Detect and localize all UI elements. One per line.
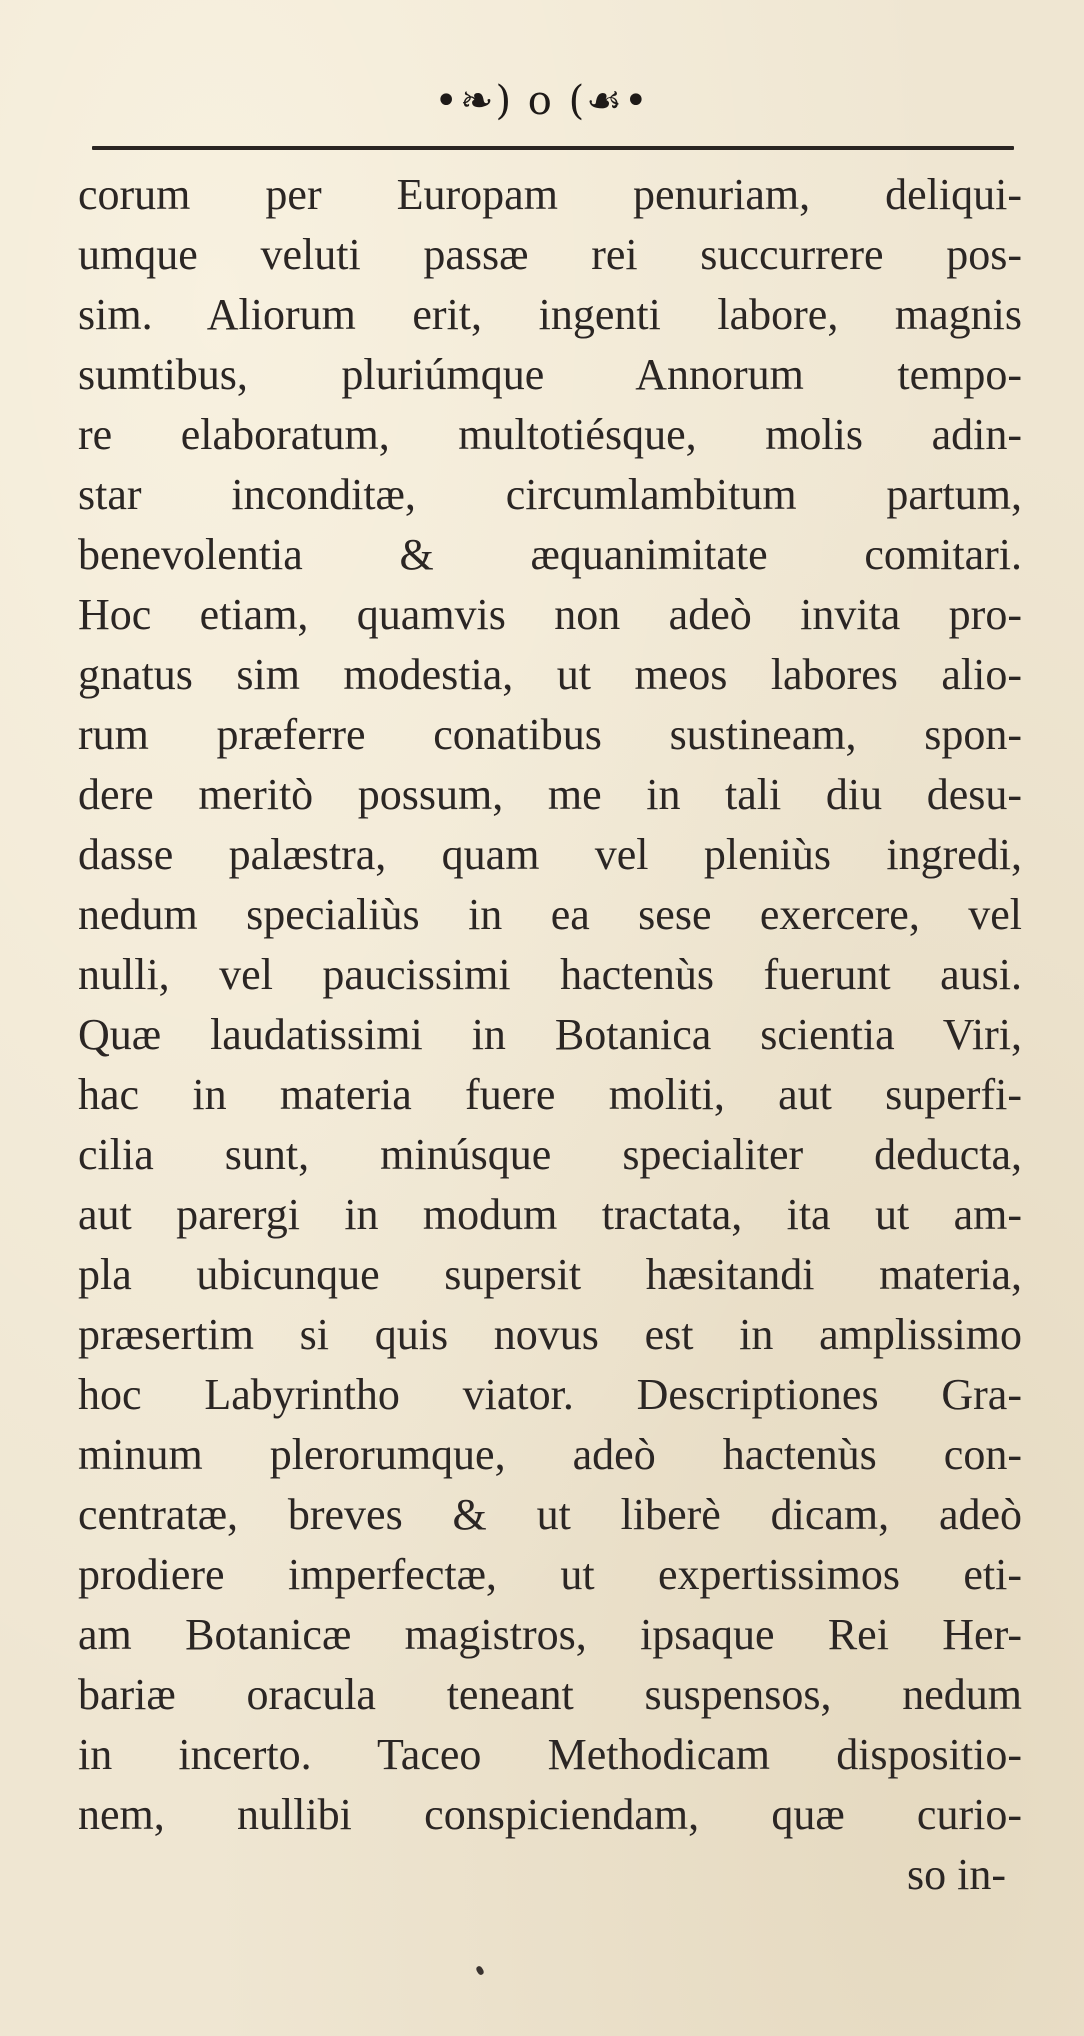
text-line: centratæ, breves & ut liberè dicam, adeò [78,1490,1022,1539]
ink-speck [475,1965,485,1976]
text-line: dere meritò possum, me in tali diu desu- [78,770,1022,819]
text-line: in incerto. Taceo Methodicam dispositio- [78,1730,1022,1779]
text-line: star inconditæ, circumlambitum partum, [78,470,1022,519]
text-line: nulli, vel paucissimi hactenùs fuerunt ausi. [78,950,1022,999]
text-line: Hoc etiam, quamvis non adeò invita pro- [78,590,1022,639]
text-line: am Botanicæ magistros, ipsaque Rei Her- [78,1610,1022,1659]
header-rule [92,146,1014,150]
text-line: aut parergi in modum tractata, ita ut am- [78,1190,1022,1239]
text-line: Quæ laudatissimi in Botanica scientia Viri, [78,1010,1022,1059]
text-line: re elaboratum, multotiésque, molis adin- [78,410,1022,459]
text-line: gnatus sim modestia, ut meos labores alio- [78,650,1022,699]
text-line: benevolentia & æquanimitate comitari. [78,530,1022,579]
text-line: bariæ oracula teneant suspensos, nedum [78,1670,1022,1719]
catchword: so in- [907,1850,1006,1899]
text-line: prodiere imperfectæ, ut expertissimos eti- [78,1550,1022,1599]
text-line: umque veluti passæ rei succurrere pos- [78,230,1022,279]
text-line: nem, nullibi conspiciendam, quæ curio- [78,1790,1022,1839]
text-line: sumtibus, pluriúmque Annorum tempo- [78,350,1022,399]
body-text [78,165,1022,1905]
text-line: hoc Labyrintho viator. Descriptiones Gra- [78,1370,1022,1419]
running-head-ornament: •❧) o (☙• [434,78,650,124]
text-line: corum per Europam penuriam, deliqui- [78,170,1022,219]
text-line: cilia sunt, minúsque specialiter deducta, [78,1130,1022,1179]
text-line: præsertim si quis novus est in amplissimo [78,1310,1022,1359]
text-line: hac in materia fuere moliti, aut superfi- [78,1070,1022,1119]
text-line: sim. Aliorum erit, ingenti labore, magnis [78,290,1022,339]
text-line: minum plerorumque, adeò hactenùs con- [78,1430,1022,1479]
text-line: pla ubicunque supersit hæsitandi materia, [78,1250,1022,1299]
text-line: rum præferre conatibus sustineam, spon- [78,710,1022,759]
text-line: nedum specialiùs in ea sese exercere, vel [78,890,1022,939]
text-line: dasse palæstra, quam vel pleniùs ingredi, [78,830,1022,879]
